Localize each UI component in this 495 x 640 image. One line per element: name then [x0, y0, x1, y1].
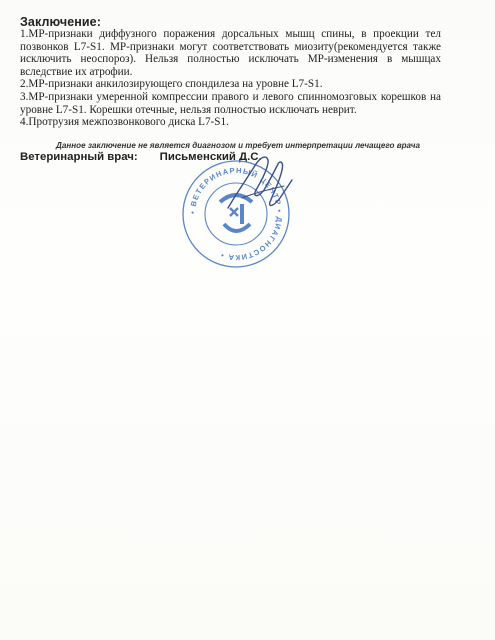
doctor-name: Письменский Д.С.: [159, 151, 262, 163]
finding-1: 1.МР-признаки диффузного поражения дорсальных мышц спины, в проекции тел позвонков L7-S1. МР-признаки могут соответствовать миозиту(рекомендуется также исключить неоспороз). Нельзя полностью исключать МР-изменения в мышцах вследствие их атрофии.: [20, 28, 441, 78]
stamp-text: • ВЕТЕРИНАРНЫЙ ЦЕНТР • ДИАГНОСТИКА •: [187, 165, 285, 263]
disclaimer-note: Данное заключение не является диагнозом и требует интерпретации лечащего врача: [56, 141, 420, 150]
conclusion-body: [20, 28, 441, 129]
finding-3: 3.МР-признаки умеренной компрессии правого и левого спинномозговых корешков на уровне L7-S1. Корешки отечные, нельзя полностью исключать неврит.: [20, 90, 441, 116]
conclusion-heading: Заключение:: [20, 15, 101, 29]
handwritten-signature: [222, 150, 297, 220]
signature-label: Ветеринарный врач:: [20, 151, 138, 163]
finding-2: 2.МР-признаки анкилозирующего спондилеза на уровне L7-S1.: [20, 78, 323, 91]
finding-4: 4.Протрузия межпозвонкового диска L7-S1.: [20, 116, 229, 129]
